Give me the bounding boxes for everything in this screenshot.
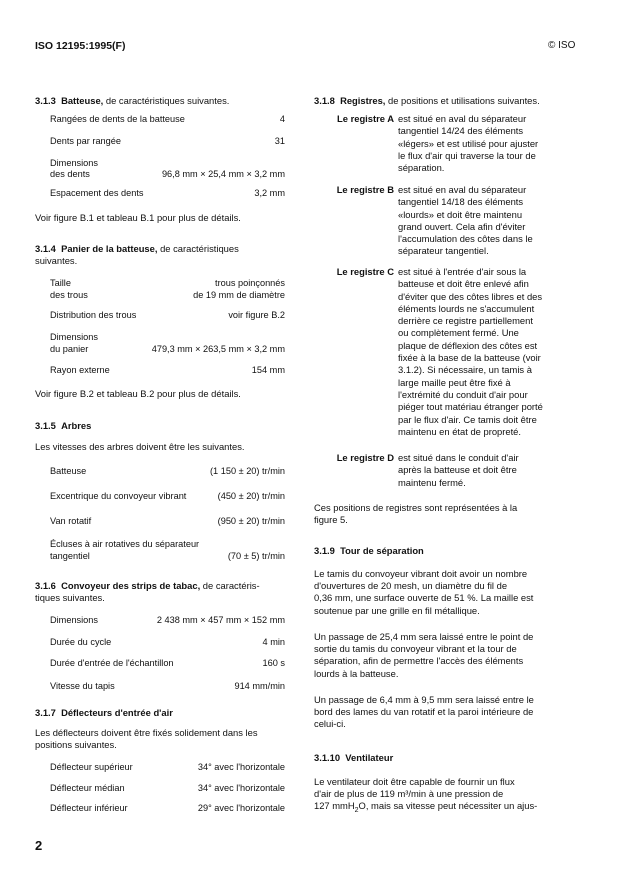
text-line: séparation.: [398, 162, 445, 174]
text-line: est situé dans le conduit d'air: [398, 452, 519, 463]
page-number: 2: [35, 838, 43, 853]
text-line: séparation, afin de permettre l'accès des éléments: [314, 655, 524, 667]
spec-value: (1 150 ± 20) tr/min: [210, 466, 285, 476]
spec-value: 96,8 mm × 25,4 mm × 3,2 mm: [161, 169, 285, 179]
spec-value: 154 mm: [251, 365, 285, 375]
text-line: d'air de plus de 119 m³/min à une pression de: [314, 788, 504, 800]
subscript: 2: [354, 807, 359, 815]
spec-label: Déflecteur inférieur: [50, 803, 128, 813]
section-title-rest: de positions et utilisations suivantes.: [385, 95, 540, 106]
section-title: Arbres: [61, 420, 92, 431]
spec-label: Rayon externe: [50, 365, 110, 375]
paragraph: [314, 776, 566, 817]
section-intro-line2: positions suivantes.: [35, 739, 117, 750]
text-line: Le tamis du convoyeur vibrant doit avoir un nombre: [314, 568, 528, 579]
paragraph: [314, 631, 566, 680]
register-b-label: Le registre B: [336, 184, 394, 195]
spec-label: Van rotatif: [50, 516, 92, 526]
text-line: soutenue par une grille en fil métallique.: [314, 604, 480, 616]
text-fragment: O, mais sa vitesse peut nécessiter un ajus-: [358, 800, 538, 812]
spec-label: Distribution des trous: [50, 310, 137, 320]
spec-label: Dimensions: [50, 332, 98, 342]
spec-value: voir figure B.2: [228, 310, 285, 320]
document-id: ISO 12195:1995(F): [35, 40, 126, 52]
section-3-1-4-heading: [35, 243, 239, 255]
spec-value: 34° avec l'horizontale: [197, 783, 285, 793]
text-line: le flux d'air qui traverse la tour de: [398, 149, 536, 161]
section-3-1-3-heading: [35, 95, 229, 107]
section-number: 3.1.6: [35, 580, 56, 591]
spec-value: trous poinçonnés: [215, 278, 285, 288]
section-title: Registres,: [340, 95, 386, 106]
spec-label-line2: tangentiel: [50, 551, 90, 561]
section-number: 3.1.10: [314, 752, 341, 763]
text-line: est situé en aval du séparateur: [398, 184, 527, 195]
text-line: Un passage de 25,4 mm sera laissé entre le point de: [314, 631, 534, 642]
spec-value: (950 ± 20) tr/min: [217, 516, 285, 526]
section-title: Déflecteurs d'entrée d'air: [61, 707, 173, 718]
section-3-1-7-heading: [35, 707, 173, 719]
register-b-text: [398, 184, 573, 258]
text-line: Le ventilateur doit être capable de fournir un flux: [314, 776, 515, 787]
text-line: tangentiel 14/24 des éléments: [398, 125, 524, 137]
text-line: [314, 800, 566, 817]
text-line: maintenu en état de propreté.: [398, 425, 522, 437]
section-number: 3.1.4: [35, 243, 56, 254]
spec-label: Rangées de dents de la batteuse: [50, 114, 185, 124]
section-3-1-5-heading: [35, 420, 91, 432]
text-line: grand ouvert. Cela afin d'éviter: [398, 220, 526, 232]
register-d-text: [398, 452, 573, 489]
spec-label-line2: du panier: [50, 344, 89, 354]
spec-label: Excentrique du convoyeur vibrant: [50, 491, 187, 501]
text-line: bord des lames du van rotatif et la paroi intérieure de: [314, 706, 534, 718]
section-title-rest: de caractéristiques: [157, 243, 239, 254]
text-line: derrière ce registre partiellement: [398, 315, 533, 327]
section-3-1-8-heading: [314, 95, 540, 107]
text-line: ou complètement fermé. Une: [398, 327, 519, 339]
spec-label: Écluses à air rotatives du séparateur: [50, 539, 200, 549]
spec-label: Déflecteur supérieur: [50, 762, 133, 772]
text-line: après la batteuse et doit être: [398, 464, 517, 476]
section-note: Voir figure B.1 et tableau B.1 pour plus de détails.: [35, 212, 241, 223]
section-number: 3.1.9: [314, 545, 335, 556]
text-line: l'extrémité du conduit d'air pour: [398, 388, 528, 400]
section-note-line2: figure 5.: [314, 514, 348, 525]
text-line: est situé en aval du séparateur: [398, 113, 527, 124]
spec-label: Dimensions: [50, 615, 98, 625]
spec-label: Espacement des dents: [50, 188, 144, 198]
spec-value: 4: [279, 114, 285, 124]
spec-label: Durée d'entrée de l'échantillon: [50, 658, 174, 668]
text-line: lourds à la batteuse.: [314, 667, 399, 679]
text-line: 0,36 mm, une surface ouverte de 51 %. La maille est: [314, 592, 534, 604]
spec-label: Dents par rangée: [50, 136, 121, 146]
section-title-line2: suivantes.: [35, 255, 78, 266]
register-c-label: Le registre C: [336, 266, 394, 277]
text-line: l'accumulation des côtes dans le: [398, 233, 533, 245]
section-number: 3.1.8: [314, 95, 335, 106]
register-c-text: [398, 266, 573, 438]
spec-label: Dimensions: [50, 158, 98, 168]
spec-value: 31: [274, 136, 285, 146]
text-line: «lourds» et doit être maintenu: [398, 208, 523, 220]
text-line: d'éviter que des côtes libres et des: [398, 290, 543, 302]
spec-label: Batteuse: [50, 466, 87, 476]
spec-value: 3,2 mm: [254, 188, 285, 198]
section-title: Batteuse,: [61, 95, 104, 106]
spec-value: 479,3 mm × 263,5 mm × 3,2 mm: [151, 344, 285, 354]
text-line: large maille peut être fixé à: [398, 376, 511, 388]
spec-label: Déflecteur médian: [50, 783, 125, 793]
section-title: Convoyeur des strips de tabac,: [61, 580, 201, 591]
section-number: 3.1.5: [35, 420, 56, 431]
text-line: séparateur tangentiel.: [398, 245, 489, 257]
spec-value: 4 min: [262, 637, 285, 647]
section-title: Tour de séparation: [340, 545, 424, 556]
spec-label-line2: des dents: [50, 169, 90, 179]
paragraph: [314, 568, 566, 617]
register-a-label: Le registre A: [337, 113, 394, 124]
section-number: 3.1.3: [35, 95, 56, 106]
section-title-rest: de caractéris-: [200, 580, 260, 591]
spec-value: 160 s: [262, 658, 285, 668]
text-line: éléments lourds ne s'accumulent: [398, 302, 535, 314]
spec-value: 34° avec l'horizontale: [197, 762, 285, 772]
spec-label: Durée du cycle: [50, 637, 112, 647]
spec-value: 914 mm/min: [234, 681, 285, 691]
text-line: sortie du tamis du convoyeur vibrant et la tour de: [314, 643, 517, 655]
spec-value-line2: de 19 mm de diamètre: [193, 290, 285, 300]
section-note: Ces positions de registres sont représentées à la: [314, 502, 518, 513]
text-line: est situé à l'entrée d'air sous la: [398, 266, 527, 277]
text-line: batteuse et doit être enlevé afin: [398, 278, 529, 290]
text-line: tangentiel 14/18 des éléments: [398, 196, 524, 208]
text-line: 3.1.2). Si nécessaire, un tamis à: [398, 364, 532, 376]
text-line: celui-ci.: [314, 718, 346, 730]
text-line: d'ouvertures de 20 mesh, un diamètre du fil de: [314, 580, 508, 592]
spec-label: Vitesse du tapis: [50, 681, 115, 691]
text-line: piéger tout matériau étranger porté: [398, 401, 543, 413]
spec-value: (450 ± 20) tr/min: [217, 491, 285, 501]
section-note: Voir figure B.2 et tableau B.2 pour plus de détails.: [35, 388, 241, 399]
register-a-text: [398, 113, 573, 174]
copyright-iso: © ISO: [548, 40, 576, 51]
spec-value: 2 438 mm × 457 mm × 152 mm: [156, 615, 285, 625]
text-line: plaque de déflexion des côtes est: [398, 339, 538, 351]
section-intro: Les déflecteurs doivent être fixés solidement dans les: [35, 727, 258, 738]
section-3-1-10-heading: [314, 752, 393, 764]
spec-label-line2: des trous: [50, 290, 88, 300]
section-title: Ventilateur: [345, 752, 394, 763]
section-3-1-6-heading: [35, 580, 260, 592]
section-title-line2: tiques suivantes.: [35, 592, 105, 603]
text-line: fixée à la base de la batteuse (voir: [398, 352, 541, 364]
section-title: Panier de la batteuse,: [61, 243, 158, 254]
section-intro: Les vitesses des arbres doivent être les suivantes.: [35, 441, 245, 452]
spec-label: Taille: [50, 278, 71, 288]
text-line: maintenu fermé.: [398, 476, 466, 488]
spec-value: (70 ± 5) tr/min: [227, 551, 285, 561]
text-line: par le flux d'air. Ce tamis doit être: [398, 413, 537, 425]
section-title-rest: de caractéristiques suivantes.: [103, 95, 230, 106]
text-line: Un passage de 6,4 mm à 9,5 mm sera laissé entre le: [314, 694, 534, 705]
paragraph: [314, 694, 566, 731]
text-fragment: 127 mmH: [314, 800, 355, 812]
register-d-label: Le registre D: [336, 452, 394, 463]
section-3-1-9-heading: [314, 545, 424, 557]
section-number: 3.1.7: [35, 707, 56, 718]
text-line: «légers» et est utilisé pour ajuster: [398, 137, 539, 149]
spec-value: 29° avec l'horizontale: [197, 803, 285, 813]
